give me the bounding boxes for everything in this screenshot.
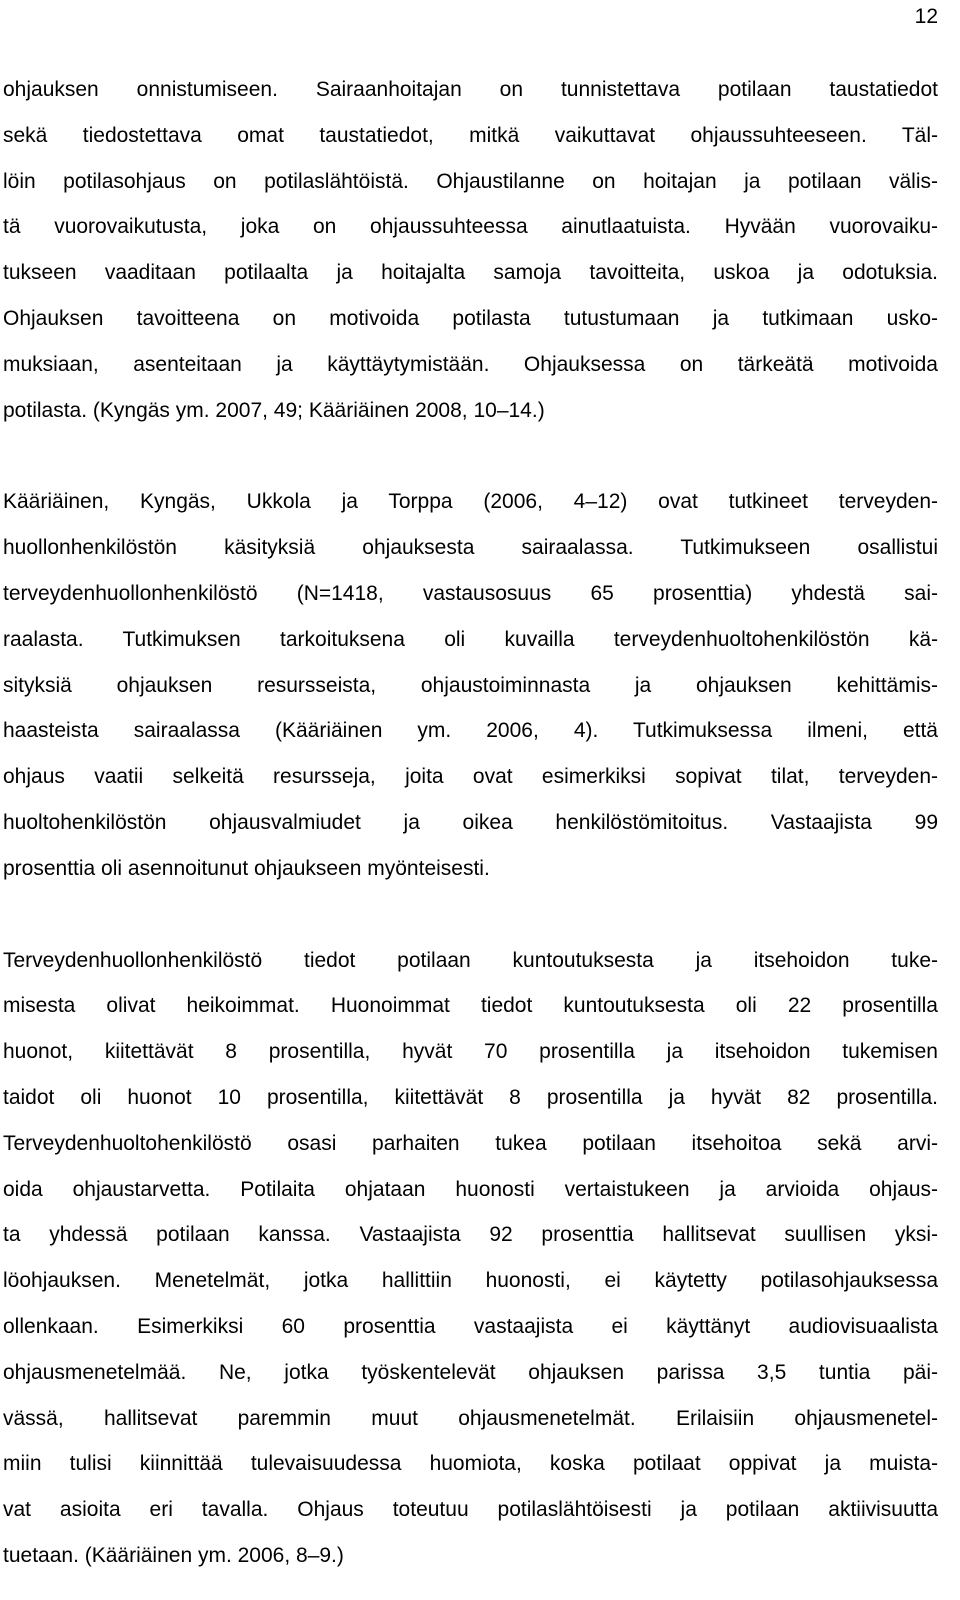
text-line: ohjaus vaatii selkeitä resursseja, joita ovat esimerkiksi sopivat tilat, terveyden- (3, 765, 938, 789)
text-line: huonot, kiitettävät 8 prosentilla, hyvät 70 prosentilla ja itsehoidon tukemisen (3, 1040, 938, 1064)
paragraph-3 (3, 946, 938, 1587)
text-line: muksiaan, asenteitaan ja käyttäytymistään. Ohjauksessa on tärkeätä motivoida (3, 352, 938, 376)
paragraph-spacer (3, 441, 938, 487)
text-line: sityksiä ohjauksen resursseista, ohjaustoiminnasta ja ohjauksen kehittämis- (3, 673, 938, 697)
text-line: ollenkaan. Esimerkiksi 60 prosenttia vastaajista ei käyttänyt audiovisuaalista (3, 1314, 938, 1338)
paragraph-spacer (3, 900, 938, 946)
text-line: vat asioita eri tavalla. Ohjaus toteutuu potilaslähtöisesti ja potilaan aktiivisuutta (3, 1498, 938, 1522)
paragraph-1 (3, 75, 938, 441)
text-line: potilasta. (Kyngäs ym. 2007, 49; Kääriäinen 2008, 10–14.) (3, 398, 545, 422)
text-line: raalasta. Tutkimuksen tarkoituksena oli kuvailla terveydenhuoltohenkilöstön kä- (3, 627, 938, 651)
text-line: tä vuorovaikutusta, joka on ohjaussuhteessa ainutlaatuista. Hyvään vuorovaiku- (3, 215, 938, 239)
text-line: Kääriäinen, Kyngäs, Ukkola ja Torppa (2006, 4–12) ovat tutkineet terveyden- (3, 490, 938, 514)
text-line: ta yhdessä potilaan kanssa. Vastaajista 92 prosenttia hallitsevat suullisen yksi- (3, 1223, 938, 1247)
text-line: huoltohenkilöstön ohjausvalmiudet ja oikea henkilöstömitoitus. Vastaajista 99 (3, 810, 938, 834)
text-line: Terveydenhuollonhenkilöstö tiedot potilaan kuntoutuksesta ja itsehoidon tuke- (3, 948, 938, 972)
text-line: prosenttia oli asennoitunut ohjaukseen myönteisesti. (3, 856, 490, 880)
text-line: ohjauksen onnistumiseen. Sairaanhoitajan on tunnistettava potilaan taustatiedot (3, 78, 938, 101)
text-line: tukseen vaaditaan potilaalta ja hoitajalta samoja tavoitteita, uskoa ja odotuksia. (3, 261, 938, 285)
paragraph-2 (3, 487, 938, 899)
text-line: sekä tiedostettava omat taustatiedot, mitkä vaikuttavat ohjaussuhteeseen. Täl- (3, 123, 938, 147)
text-line: huollonhenkilöstön käsityksiä ohjauksesta sairaalassa. Tutkimukseen osallistui (3, 536, 938, 560)
text-line: miin tulisi kiinnittää tulevaisuudessa huomiota, koska potilaat oppivat ja muista- (3, 1452, 938, 1476)
document-body (3, 75, 938, 1587)
text-line: Ohjauksen tavoitteena on motivoida potilasta tutustumaan ja tutkimaan usko- (3, 306, 938, 330)
text-line: tuetaan. (Kääriäinen ym. 2006, 8–9.) (3, 1543, 344, 1567)
text-line: löohjauksen. Menetelmät, jotka hallittiin huonosti, ei käytetty potilasohjauksessa (3, 1269, 938, 1293)
page-number: 12 (914, 5, 938, 28)
text-line: löin potilasohjaus on potilaslähtöistä. Ohjaustilanne on hoitajan ja potilaan välis- (3, 169, 938, 193)
text-line: misesta olivat heikoimmat. Huonoimmat tiedot kuntoutuksesta oli 22 prosentilla (3, 994, 938, 1018)
text-line: oida ohjaustarvetta. Potilaita ohjataan huonosti vertaistukeen ja arvioida ohjaus- (3, 1177, 938, 1201)
text-line: haasteista sairaalassa (Kääriäinen ym. 2006, 4). Tutkimuksessa ilmeni, että (3, 719, 938, 743)
text-line: Terveydenhuoltohenkilöstö osasi parhaiten tukea potilaan itsehoitoa sekä arvi- (3, 1131, 938, 1155)
text-line: taidot oli huonot 10 prosentilla, kiitettävät 8 prosentilla ja hyvät 82 prosentilla. (3, 1085, 938, 1109)
text-line: vässä, hallitsevat paremmin muut ohjausmenetelmät. Erilaisiin ohjausmenetel- (3, 1406, 938, 1430)
text-line: ohjausmenetelmää. Ne, jotka työskentelevät ohjauksen parissa 3,5 tuntia päi- (3, 1360, 938, 1384)
text-line: terveydenhuollonhenkilöstö (N=1418, vastausosuus 65 prosenttia) yhdestä sai- (3, 581, 938, 605)
